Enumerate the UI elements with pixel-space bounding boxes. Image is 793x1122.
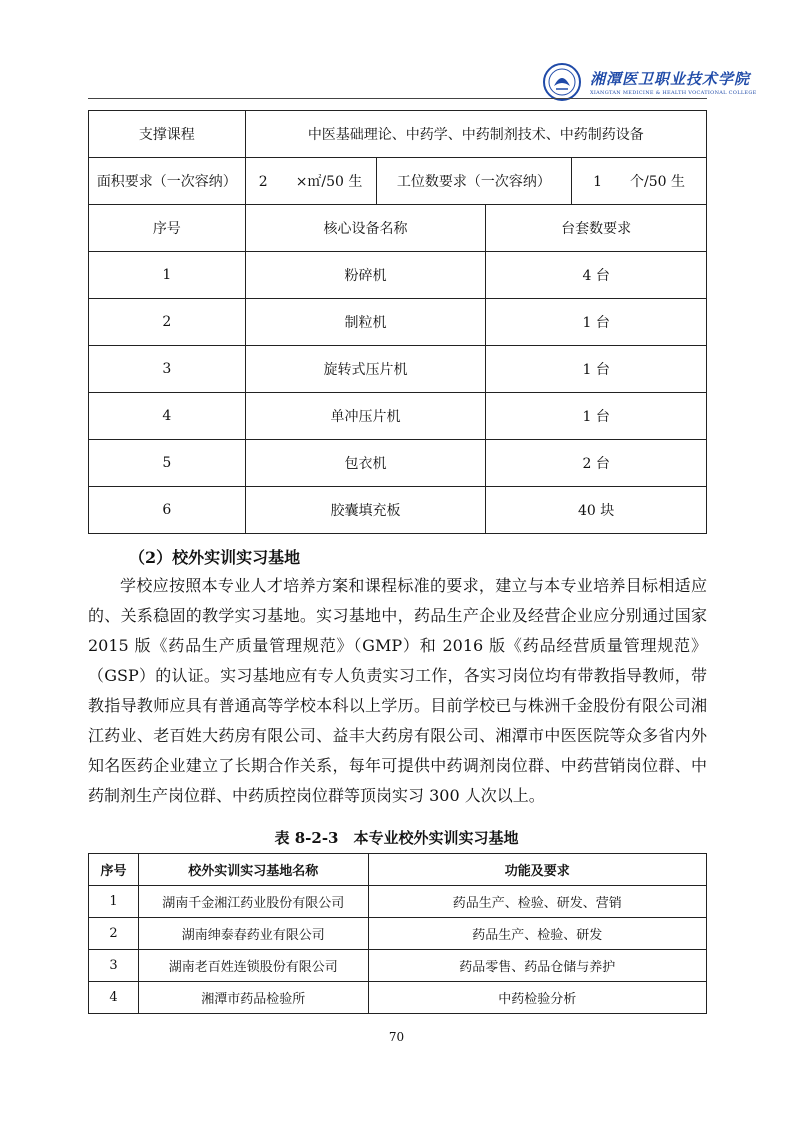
course-label: 支撑课程 xyxy=(89,111,246,158)
table-row xyxy=(89,982,707,1014)
table-row xyxy=(89,158,707,205)
course-value: 中医基础理论、中药学、中药制剂技术、中药制药设备 xyxy=(245,111,706,158)
table-header-row xyxy=(89,854,707,886)
table-cell: 粉碎机 xyxy=(245,252,486,299)
practice-base-table xyxy=(88,853,707,1014)
table-cell: 3 xyxy=(89,346,246,393)
table-cell: 湖南老百姓连锁股份有限公司 xyxy=(138,950,368,982)
table-row xyxy=(89,950,707,982)
table-cell: 1 台 xyxy=(486,346,707,393)
table-cell: 6 xyxy=(89,487,246,534)
area-label: 面积要求（一次容纳） xyxy=(89,158,246,205)
table-cell: 4 台 xyxy=(486,252,707,299)
header-cell: 核心设备名称 xyxy=(245,205,486,252)
table-cell: 1 xyxy=(89,886,139,918)
equipment-table xyxy=(88,110,707,534)
table-cell: 包衣机 xyxy=(245,440,486,487)
table-cell: 2 xyxy=(89,299,246,346)
college-logo xyxy=(540,62,757,102)
table-row xyxy=(89,252,707,299)
section-paragraph: 学校应按照本专业人才培养方案和课程标准的要求，建立与本专业培养目标相适应的、关系稳固的教学实习基地。实习基地中，药品生产企业及经营企业应分别通过国家 2015 版《药品生产质量管理规范》（GMP）和 2016 版《药品经营质量管理规范》（GSP）的认证。实习基地应有专人负责实习工作，各实习岗位均有带教指导教师，带教指导教师应具有普通高等学校本科以上学历。目前学校已与株洲千金股份有限公司湘江药业、老百姓大药房有限公司、益丰大药房有限公司、湘潭市中医医院等众多省内外知名医药企业建立了长期合作关系，每年可提供中药调剂岗位群、中药营销岗位群、中药制剂生产岗位群、中药质控岗位群等顶岗实习 300 人次以上。 xyxy=(88,576,707,805)
table-cell: 1 台 xyxy=(486,299,707,346)
table-row xyxy=(89,346,707,393)
table-cell: 药品生产、检验、研发 xyxy=(368,918,706,950)
table-row xyxy=(89,299,707,346)
college-emblem-icon xyxy=(540,62,584,102)
header-cell: 台套数要求 xyxy=(486,205,707,252)
table-cell: 2 xyxy=(89,918,139,950)
table-cell: 湘潭市药品检验所 xyxy=(138,982,368,1014)
station-value: 1 个/50 生 xyxy=(572,158,707,205)
table-cell: 5 xyxy=(89,440,246,487)
section-heading: （2）校外实训实习基地 xyxy=(129,548,301,567)
table-cell: 2 台 xyxy=(486,440,707,487)
table-cell: 药品生产、检验、研发、营销 xyxy=(368,886,706,918)
table-row xyxy=(89,487,707,534)
table-cell: 制粒机 xyxy=(245,299,486,346)
table-cell: 单冲压片机 xyxy=(245,393,486,440)
table-cell: 1 xyxy=(89,252,246,299)
table-cell: 4 xyxy=(89,393,246,440)
header-cell: 序号 xyxy=(89,205,246,252)
table-cell: 湖南千金湘江药业股份有限公司 xyxy=(138,886,368,918)
table-row xyxy=(89,918,707,950)
header-rule xyxy=(88,98,707,99)
table-cell: 药品零售、药品仓储与养护 xyxy=(368,950,706,982)
table-caption: 表 8-2-3 本专业校外实训实习基地 xyxy=(274,829,519,847)
table-cell: 1 台 xyxy=(486,393,707,440)
table-row xyxy=(89,393,707,440)
table-row xyxy=(89,886,707,918)
table-cell: 40 块 xyxy=(486,487,707,534)
header-cell: 功能及要求 xyxy=(368,854,706,886)
table-cell: 胶囊填充板 xyxy=(245,487,486,534)
table-cell: 3 xyxy=(89,950,139,982)
page-number: 70 xyxy=(388,1030,405,1044)
station-label: 工位数要求（一次容纳） xyxy=(376,158,572,205)
table-cell: 4 xyxy=(89,982,139,1014)
header-cell: 序号 xyxy=(89,854,139,886)
logo-chinese-name: 湘潭医卫职业技术学院 xyxy=(590,70,751,88)
table-cell: 湖南绅泰春药业有限公司 xyxy=(138,918,368,950)
logo-english-name: XIANGTAN MEDICINE & HEALTH VOCATIONAL COLLEGE xyxy=(590,90,757,96)
table-cell: 中药检验分析 xyxy=(368,982,706,1014)
table-row xyxy=(89,111,707,158)
table-cell: 旋转式压片机 xyxy=(245,346,486,393)
table-header-row xyxy=(89,205,707,252)
header-cell: 校外实训实习基地名称 xyxy=(138,854,368,886)
table-row xyxy=(89,440,707,487)
area-value: 2 ×㎡/50 生 xyxy=(245,158,376,205)
